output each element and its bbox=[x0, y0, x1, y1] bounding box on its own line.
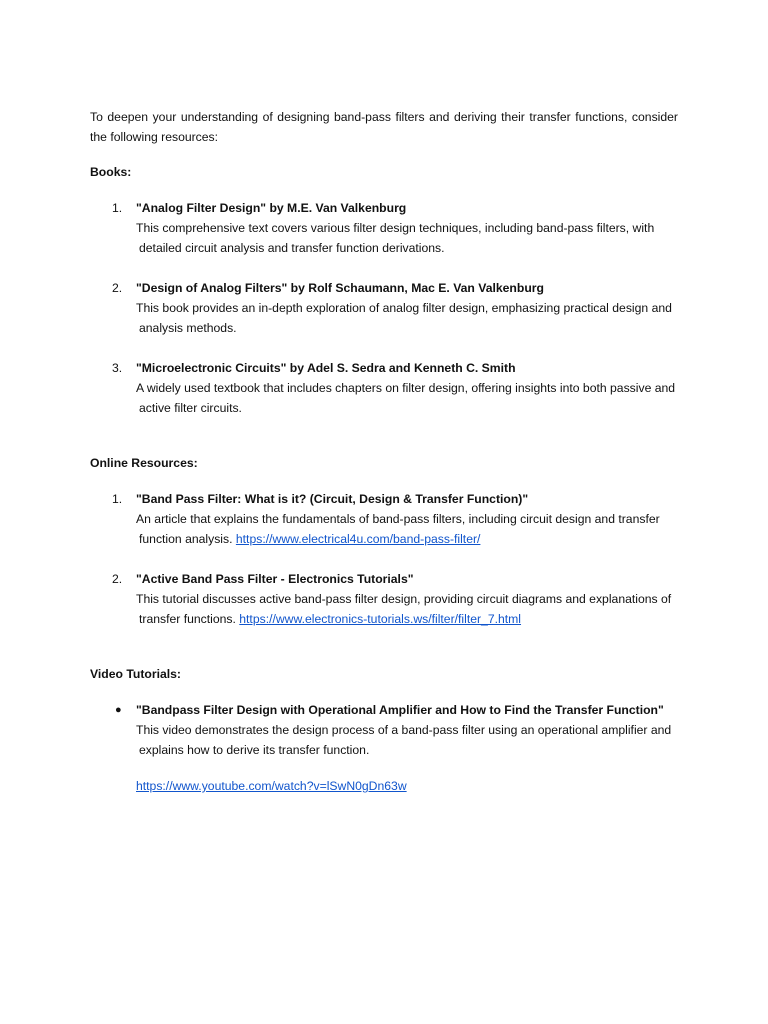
books-list bbox=[90, 198, 678, 418]
list-item bbox=[90, 569, 678, 629]
item-description-text: An article that explains the fundamentals of band-pass filters, including circuit design and transfer function analysis. bbox=[136, 512, 660, 546]
list-number: 3. bbox=[112, 361, 123, 375]
video-link-row bbox=[90, 776, 678, 796]
item-title: "Bandpass Filter Design with Operational Amplifier and How to Find the Transfer Function" bbox=[136, 703, 664, 717]
item-description: This comprehensive text covers various filter design techniques, including band-pass filters, with detailed circuit analysis and transfer function derivations. bbox=[136, 221, 655, 255]
item-description: This book provides an in-depth exploration of analog filter design, emphasizing practical design and analysis methods. bbox=[136, 301, 672, 335]
item-title: "Active Band Pass Filter - Electronics Tutorials" bbox=[136, 572, 414, 586]
video-tutorials-list bbox=[90, 700, 678, 760]
item-title: "Analog Filter Design" by M.E. Van Valkenburg bbox=[136, 201, 407, 215]
item-title: "Design of Analog Filters" by Rolf Schaumann, Mac E. Van Valkenburg bbox=[136, 281, 544, 295]
item-title: "Microelectronic Circuits" by Adel S. Sedra and Kenneth C. Smith bbox=[136, 361, 516, 375]
item-description-text: This tutorial discusses active band-pass filter design, providing circuit diagrams and explanations of transfer functions. bbox=[136, 592, 672, 626]
electrical4u-link[interactable]: https://www.electrical4u.com/band-pass-filter/ bbox=[235, 532, 481, 546]
list-number: 1. bbox=[112, 201, 123, 215]
online-resources-list bbox=[90, 489, 678, 629]
item-description bbox=[136, 589, 678, 629]
item-description bbox=[136, 509, 678, 549]
list-item bbox=[90, 278, 678, 338]
list-number: 2. bbox=[112, 281, 123, 295]
list-item bbox=[90, 358, 678, 418]
list-number: 2. bbox=[112, 572, 123, 586]
online-resources-heading: Online Resources: bbox=[90, 456, 198, 470]
item-description: This video demonstrates the design process of a band-pass filter using an operational amplifier and explains how to derive its transfer function. bbox=[136, 723, 672, 757]
books-heading: Books: bbox=[90, 165, 132, 179]
bullet-icon: ● bbox=[115, 704, 122, 716]
list-item bbox=[90, 700, 678, 760]
document-page bbox=[90, 107, 678, 796]
video-tutorials-heading: Video Tutorials: bbox=[90, 667, 181, 681]
list-number: 1. bbox=[112, 492, 123, 506]
list-item bbox=[90, 198, 678, 258]
list-item bbox=[90, 489, 678, 549]
youtube-link[interactable]: https://www.youtube.com/watch?v=lSwN0gDn63w bbox=[136, 779, 407, 793]
intro-paragraph: To deepen your understanding of designing band-pass filters and deriving their transfer functions, consider the following resources: bbox=[90, 110, 678, 144]
item-title: "Band Pass Filter: What is it? (Circuit, Design & Transfer Function)" bbox=[136, 492, 529, 506]
electronics-tutorials-link[interactable]: https://www.electronics-tutorials.ws/filter/filter_7.html bbox=[239, 612, 522, 626]
item-description: A widely used textbook that includes chapters on filter design, offering insights into both passive and active filter circuits. bbox=[136, 381, 676, 415]
